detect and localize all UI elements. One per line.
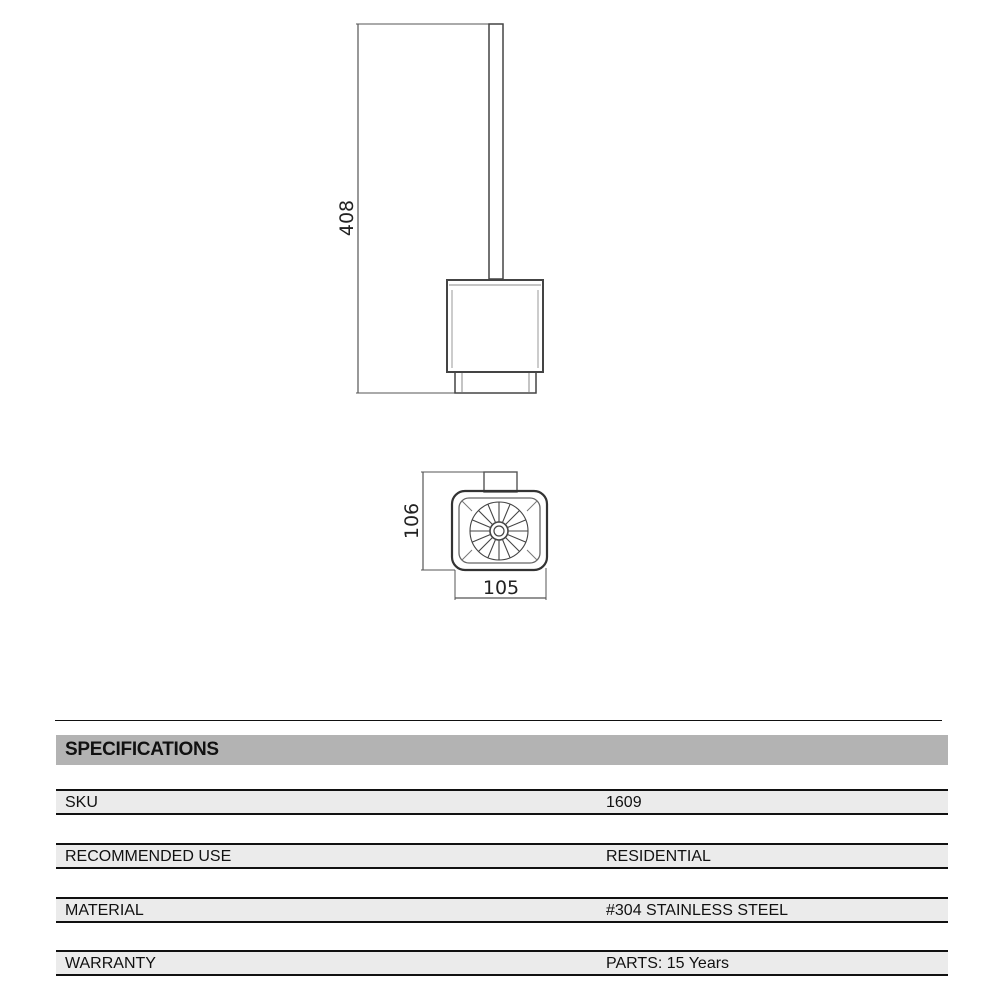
width-dimension-label: 105 [482, 577, 520, 599]
brush-head-pattern [470, 502, 528, 560]
spec-label: SKU [65, 794, 98, 811]
spec-value: RESIDENTIAL [606, 848, 711, 865]
spec-label: WARRANTY [65, 955, 156, 972]
holder-base [455, 372, 536, 393]
spec-row-recommended-use [56, 843, 948, 869]
spec-value: 1609 [606, 794, 642, 811]
brush-handle [489, 24, 503, 279]
specifications-title: SPECIFICATIONS [65, 739, 219, 760]
spec-row-warranty [56, 950, 948, 976]
elevation-view [356, 24, 543, 393]
spec-row-sku [56, 789, 948, 815]
spec-value: PARTS: 15 Years [606, 955, 730, 972]
holder-body [447, 280, 543, 372]
mount-tab [484, 472, 517, 492]
section-divider [55, 720, 942, 721]
height-dimension-label: 408 [336, 199, 358, 237]
spec-label: RECOMMENDED USE [65, 848, 232, 865]
depth-dimension-label: 106 [401, 502, 423, 540]
spec-value: #304 STAINLESS STEEL [606, 902, 789, 919]
spec-row-material [56, 897, 948, 923]
spec-label: MATERIAL [65, 902, 144, 919]
specifications-header [56, 735, 948, 765]
